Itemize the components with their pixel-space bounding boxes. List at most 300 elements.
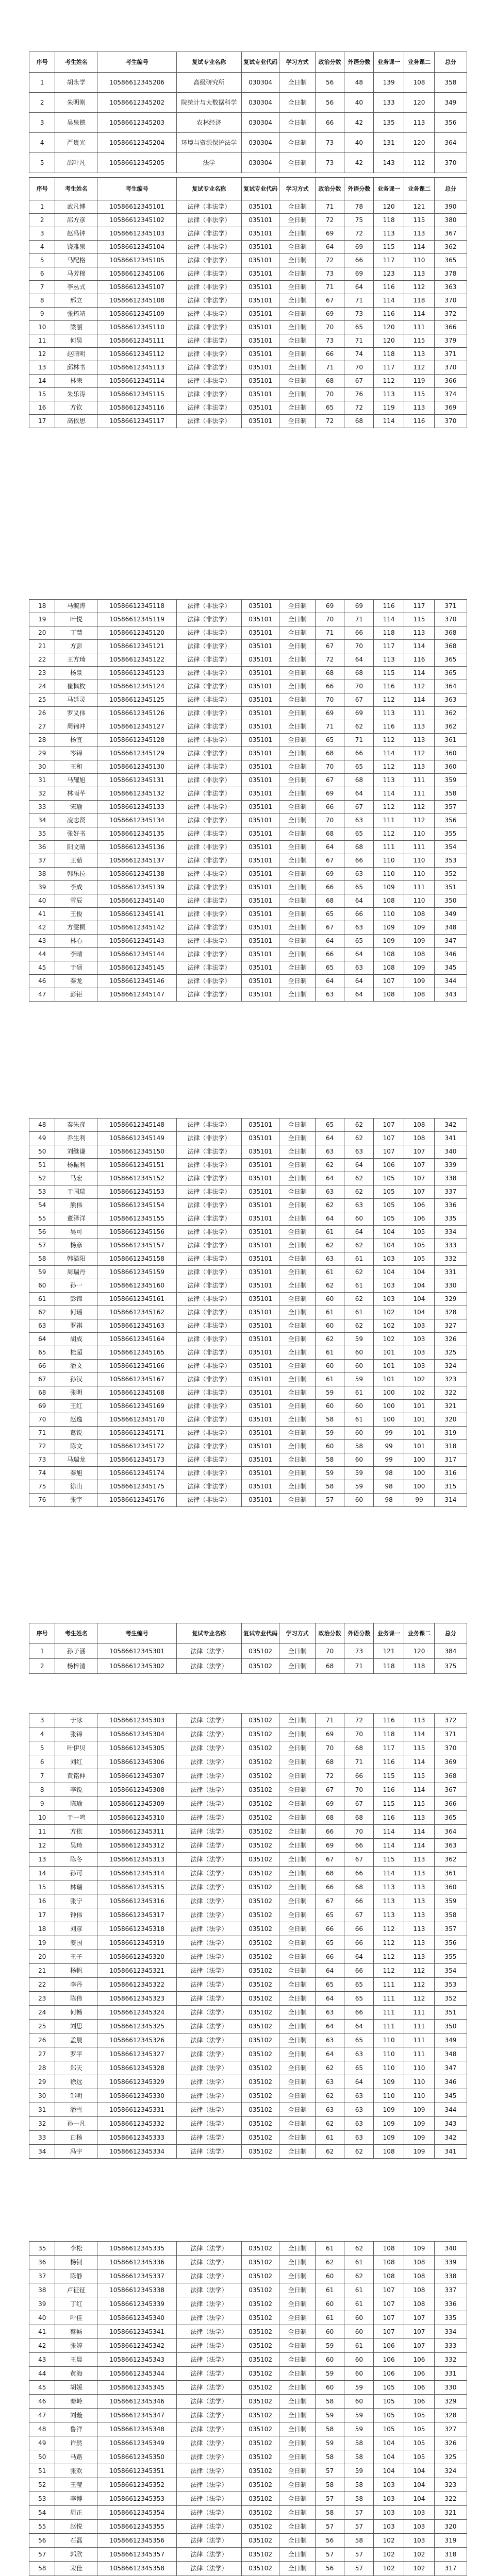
cell-english: 61 bbox=[344, 2339, 374, 2353]
cell-course-2: 111 bbox=[404, 841, 435, 854]
cell-exam-id: 10586612345147 bbox=[97, 988, 176, 1002]
cell-study-mode: 全日制 bbox=[279, 988, 315, 1002]
table-row bbox=[29, 73, 467, 93]
cell-course-2: 104 bbox=[404, 2492, 435, 2506]
cell-politics: 66 bbox=[315, 1825, 344, 1839]
cell-course-2: 101 bbox=[404, 1413, 435, 1427]
cell-course-1: 116 bbox=[374, 720, 404, 734]
cell-course-2: 109 bbox=[404, 2242, 435, 2256]
cell-major-code: 035101 bbox=[241, 734, 279, 747]
cell-politics: 71 bbox=[315, 281, 344, 294]
cell-course-1: 113 bbox=[374, 707, 404, 720]
cell-politics: 67 bbox=[315, 1894, 344, 1908]
cell-course-2: 115 bbox=[404, 1741, 435, 1755]
cell-total: 318 bbox=[434, 2548, 467, 2562]
cell-course-2: 105 bbox=[404, 2450, 435, 2464]
cell-major-code: 035102 bbox=[241, 1727, 279, 1741]
cell-major: 法律（非法学） bbox=[176, 227, 241, 241]
cell-major-code: 035102 bbox=[241, 2256, 279, 2269]
cell-total: 367 bbox=[434, 1783, 467, 1797]
cell-study-mode: 全日制 bbox=[279, 841, 315, 854]
cell-name: 张欢 bbox=[55, 2464, 97, 2478]
cell-study-mode: 全日制 bbox=[279, 693, 315, 707]
cell-total: 351 bbox=[434, 2006, 467, 2020]
cell-study-mode: 全日制 bbox=[279, 894, 315, 908]
cell-course-2: 117 bbox=[404, 600, 435, 613]
cell-exam-id: 10586612345340 bbox=[97, 2311, 176, 2325]
column-header-politics: 政治分数 bbox=[315, 1623, 344, 1644]
cell-total: 320 bbox=[434, 2520, 467, 2534]
cell-total: 316 bbox=[434, 1467, 467, 1480]
table-row bbox=[29, 294, 467, 308]
cell-major-code: 035101 bbox=[241, 1145, 279, 1159]
cell-name: 吴琦 bbox=[55, 1839, 97, 1853]
cell-exam-id: 10586612345317 bbox=[97, 1908, 176, 1922]
cell-index: 41 bbox=[29, 2325, 55, 2339]
cell-politics: 58 bbox=[315, 2395, 344, 2409]
cell-course-1: 100 bbox=[374, 1400, 404, 1413]
cell-name: 秦旭 bbox=[55, 1467, 97, 1480]
cell-course-1: 111 bbox=[374, 2006, 404, 2020]
cell-exam-id: 10586612345323 bbox=[97, 1992, 176, 2006]
cell-course-1: 118 bbox=[374, 626, 404, 640]
cell-study-mode: 全日制 bbox=[279, 1867, 315, 1880]
cell-course-1: 100 bbox=[374, 1413, 404, 1427]
cell-course-1: 111 bbox=[374, 1992, 404, 2006]
cell-index: 31 bbox=[29, 2103, 55, 2117]
cell-politics: 65 bbox=[315, 908, 344, 921]
cell-course-1: 116 bbox=[374, 1783, 404, 1797]
cell-politics: 72 bbox=[315, 653, 344, 667]
cell-name: 冯宇 bbox=[55, 2145, 97, 2159]
cell-major: 环境与资源保护法学 bbox=[176, 133, 241, 153]
cell-english: 66 bbox=[344, 908, 374, 921]
cell-exam-id: 10586612345175 bbox=[97, 1480, 176, 1494]
cell-course-2: 119 bbox=[404, 375, 435, 388]
cell-exam-id: 10586612345203 bbox=[97, 113, 176, 133]
cell-study-mode: 全日制 bbox=[279, 1252, 315, 1266]
cell-major-code: 035101 bbox=[241, 361, 279, 375]
cell-politics: 58 bbox=[315, 2506, 344, 2520]
cell-major-code: 035102 bbox=[241, 2534, 279, 2548]
cell-exam-id: 10586612345111 bbox=[97, 334, 176, 348]
cell-english: 60 bbox=[344, 1360, 374, 1373]
cell-index: 42 bbox=[29, 921, 55, 935]
cell-major-code: 035101 bbox=[241, 267, 279, 281]
cell-total: 327 bbox=[434, 2422, 467, 2436]
cell-index: 46 bbox=[29, 2395, 55, 2409]
cell-study-mode: 全日制 bbox=[279, 388, 315, 401]
cell-name: 丁红 bbox=[55, 2297, 97, 2311]
cell-exam-id: 10586612345112 bbox=[97, 348, 176, 361]
cell-course-1: 102 bbox=[374, 1306, 404, 1319]
cell-course-2: 113 bbox=[404, 401, 435, 415]
table-row bbox=[29, 787, 467, 801]
cell-total: 359 bbox=[434, 1894, 467, 1908]
cell-politics: 69 bbox=[315, 868, 344, 881]
cell-major-code: 035101 bbox=[241, 348, 279, 361]
cell-study-mode: 全日制 bbox=[279, 667, 315, 680]
cell-total: 361 bbox=[434, 734, 467, 747]
cell-english: 66 bbox=[344, 1894, 374, 1908]
cell-politics: 60 bbox=[315, 1440, 344, 1453]
cell-politics: 65 bbox=[315, 1908, 344, 1922]
cell-course-1: 105 bbox=[374, 2381, 404, 2395]
cell-name: 王子 bbox=[55, 1950, 97, 1964]
cell-exam-id: 10586612345153 bbox=[97, 1185, 176, 1199]
cell-major-code: 035101 bbox=[241, 707, 279, 720]
score-table bbox=[29, 1713, 467, 2159]
cell-major-code: 035102 bbox=[241, 2464, 279, 2478]
cell-course-1: 112 bbox=[374, 1936, 404, 1950]
table-row bbox=[29, 881, 467, 894]
cell-exam-id: 10586612345154 bbox=[97, 1199, 176, 1212]
cell-total: 362 bbox=[434, 720, 467, 734]
cell-index: 8 bbox=[29, 1783, 55, 1797]
cell-major-code: 035102 bbox=[241, 2047, 279, 2061]
cell-total: 365 bbox=[434, 254, 467, 267]
cell-exam-id: 10586612345206 bbox=[97, 73, 176, 93]
cell-name: 刘思 bbox=[55, 2020, 97, 2033]
cell-english: 60 bbox=[344, 2311, 374, 2325]
cell-course-2: 109 bbox=[404, 2103, 435, 2117]
cell-name: 陈静 bbox=[55, 2269, 97, 2283]
cell-major-code: 035101 bbox=[241, 254, 279, 267]
cell-study-mode: 全日制 bbox=[279, 2395, 315, 2409]
cell-study-mode: 全日制 bbox=[279, 1480, 315, 1494]
table-row bbox=[29, 1252, 467, 1266]
cell-course-2: 113 bbox=[404, 720, 435, 734]
cell-course-2: 100 bbox=[404, 1453, 435, 1467]
cell-exam-id: 10586612345121 bbox=[97, 640, 176, 653]
cell-exam-id: 10586612345350 bbox=[97, 2450, 176, 2464]
cell-study-mode: 全日制 bbox=[279, 2061, 315, 2075]
cell-politics: 70 bbox=[315, 760, 344, 774]
cell-course-1: 115 bbox=[374, 1769, 404, 1783]
cell-major: 法学 bbox=[176, 153, 241, 173]
cell-index: 13 bbox=[29, 1853, 55, 1867]
cell-total: 342 bbox=[434, 1118, 467, 1132]
cell-name: 于硕 bbox=[55, 961, 97, 975]
cell-major: 法律（非法学） bbox=[176, 321, 241, 334]
table-row bbox=[29, 2395, 467, 2409]
cell-major-code: 035101 bbox=[241, 868, 279, 881]
table-row bbox=[29, 2478, 467, 2492]
cell-major: 法律（法学） bbox=[176, 1978, 241, 1992]
cell-course-2: 113 bbox=[404, 348, 435, 361]
cell-major: 法律（非法学） bbox=[176, 1172, 241, 1185]
column-header-exam-id: 考生编号 bbox=[97, 52, 176, 73]
cell-course-1: 120 bbox=[374, 200, 404, 214]
cell-major: 法律（法学） bbox=[176, 1644, 241, 1659]
cell-politics: 71 bbox=[315, 626, 344, 640]
cell-english: 42 bbox=[344, 153, 374, 173]
cell-course-2: 113 bbox=[404, 626, 435, 640]
cell-course-2: 114 bbox=[404, 1755, 435, 1769]
cell-course-2: 116 bbox=[404, 653, 435, 667]
column-header-english: 外语分数 bbox=[344, 52, 374, 73]
cell-major-code: 035102 bbox=[241, 2311, 279, 2325]
cell-course-1: 113 bbox=[374, 1894, 404, 1908]
cell-major: 法律（法学） bbox=[176, 2450, 241, 2464]
cell-name: 蔡畅 bbox=[55, 2325, 97, 2339]
cell-study-mode: 全日制 bbox=[279, 401, 315, 415]
table-header-row bbox=[29, 178, 467, 200]
cell-english: 72 bbox=[344, 1714, 374, 1727]
cell-course-2: 114 bbox=[404, 1727, 435, 1741]
table-row bbox=[29, 2409, 467, 2422]
cell-name: 岑锦 bbox=[55, 747, 97, 760]
table-row bbox=[29, 854, 467, 868]
cell-index: 28 bbox=[29, 734, 55, 747]
cell-exam-id: 10586612345104 bbox=[97, 241, 176, 254]
cell-total: 331 bbox=[434, 1266, 467, 1279]
cell-english: 64 bbox=[344, 1226, 374, 1239]
cell-total: 371 bbox=[434, 348, 467, 361]
cell-politics: 67 bbox=[315, 774, 344, 787]
cell-index: 34 bbox=[29, 814, 55, 827]
table-row bbox=[29, 921, 467, 935]
column-header-index: 序号 bbox=[29, 1623, 55, 1644]
cell-major-code: 035101 bbox=[241, 1494, 279, 1507]
cell-study-mode: 全日制 bbox=[279, 308, 315, 321]
cell-exam-id: 10586612345137 bbox=[97, 854, 176, 868]
cell-exam-id: 10586612345311 bbox=[97, 1825, 176, 1839]
cell-course-1: 110 bbox=[374, 2033, 404, 2047]
cell-exam-id: 10586612345202 bbox=[97, 93, 176, 113]
cell-study-mode: 全日制 bbox=[279, 1880, 315, 1894]
cell-study-mode: 全日制 bbox=[279, 787, 315, 801]
cell-major-code: 035102 bbox=[241, 2548, 279, 2562]
cell-name: 董泽洋 bbox=[55, 1212, 97, 1226]
cell-exam-id: 10586612345155 bbox=[97, 1212, 176, 1226]
cell-major-code: 035101 bbox=[241, 1346, 279, 1360]
cell-english: 70 bbox=[344, 640, 374, 653]
cell-politics: 59 bbox=[315, 2409, 344, 2422]
table-row bbox=[29, 1494, 467, 1507]
cell-politics: 64 bbox=[315, 1964, 344, 1978]
cell-major-code: 035101 bbox=[241, 640, 279, 653]
cell-major: 法律（非法学） bbox=[176, 1400, 241, 1413]
cell-course-2: 107 bbox=[404, 1172, 435, 1185]
cell-course-2: 105 bbox=[404, 1239, 435, 1252]
cell-course-1: 104 bbox=[374, 1266, 404, 1279]
cell-english: 62 bbox=[344, 1132, 374, 1145]
cell-major-code: 035102 bbox=[241, 2325, 279, 2339]
cell-major-code: 035101 bbox=[241, 935, 279, 948]
cell-politics: 64 bbox=[315, 1132, 344, 1145]
cell-politics: 72 bbox=[315, 214, 344, 227]
cell-name: 梁丽 bbox=[55, 321, 97, 334]
cell-english: 64 bbox=[344, 2020, 374, 2033]
cell-english: 71 bbox=[344, 1755, 374, 1769]
cell-english: 59 bbox=[344, 1467, 374, 1480]
cell-major-code: 035101 bbox=[241, 401, 279, 415]
cell-major-code: 035101 bbox=[241, 881, 279, 894]
cell-course-1: 110 bbox=[374, 908, 404, 921]
cell-english: 66 bbox=[344, 1769, 374, 1783]
cell-name: 马芳棉 bbox=[55, 267, 97, 281]
cell-major: 法律（非法学） bbox=[176, 1279, 241, 1293]
table-row bbox=[29, 935, 467, 948]
cell-politics: 67 bbox=[315, 294, 344, 308]
cell-name: 何昊 bbox=[55, 334, 97, 348]
cell-course-2: 113 bbox=[404, 227, 435, 241]
cell-politics: 69 bbox=[315, 1797, 344, 1811]
cell-study-mode: 全日制 bbox=[279, 1226, 315, 1239]
cell-course-2: 120 bbox=[404, 1644, 435, 1659]
cell-major: 法律（非法学） bbox=[176, 720, 241, 734]
cell-study-mode: 全日制 bbox=[279, 1494, 315, 1507]
table-row bbox=[29, 267, 467, 281]
cell-course-2: 112 bbox=[404, 281, 435, 294]
cell-index: 23 bbox=[29, 667, 55, 680]
cell-english: 70 bbox=[344, 680, 374, 693]
cell-major-code: 035102 bbox=[241, 1880, 279, 1894]
cell-name: 赵悦 bbox=[55, 2520, 97, 2534]
cell-english: 60 bbox=[344, 2395, 374, 2409]
cell-total: 351 bbox=[434, 881, 467, 894]
cell-exam-id: 10586612345170 bbox=[97, 1413, 176, 1427]
cell-major: 法律（法学） bbox=[176, 2103, 241, 2117]
cell-major: 法律（法学） bbox=[176, 1894, 241, 1908]
cell-name: 刘璇 bbox=[55, 2409, 97, 2422]
cell-politics: 64 bbox=[315, 1992, 344, 2006]
cell-english: 62 bbox=[344, 1118, 374, 1132]
cell-major-code: 035102 bbox=[241, 1853, 279, 1867]
cell-name: 吴泉德 bbox=[55, 113, 97, 133]
cell-major: 法律（法学） bbox=[176, 1950, 241, 1964]
cell-course-1: 119 bbox=[374, 401, 404, 415]
cell-course-1: 112 bbox=[374, 1950, 404, 1964]
cell-name: 徐远 bbox=[55, 2075, 97, 2089]
cell-politics: 64 bbox=[315, 841, 344, 854]
column-header-course-2: 业务课二 bbox=[404, 178, 435, 200]
cell-course-2: 104 bbox=[404, 2478, 435, 2492]
cell-index: 33 bbox=[29, 801, 55, 814]
cell-course-2: 109 bbox=[404, 2131, 435, 2145]
cell-total: 322 bbox=[434, 1386, 467, 1400]
cell-exam-id: 10586612345144 bbox=[97, 948, 176, 961]
cell-major-code: 035102 bbox=[241, 1769, 279, 1783]
cell-course-1: 107 bbox=[374, 1132, 404, 1145]
cell-major-code: 035102 bbox=[241, 2103, 279, 2117]
cell-name: 秦龙 bbox=[55, 975, 97, 988]
cell-study-mode: 全日制 bbox=[279, 640, 315, 653]
cell-total: 329 bbox=[434, 2395, 467, 2409]
table-row bbox=[29, 2367, 467, 2381]
cell-politics: 58 bbox=[315, 1413, 344, 1427]
cell-study-mode: 全日制 bbox=[279, 1386, 315, 1400]
cell-politics: 57 bbox=[315, 2548, 344, 2562]
cell-index: 48 bbox=[29, 1118, 55, 1132]
cell-english: 59 bbox=[344, 2464, 374, 2478]
table-row bbox=[29, 1467, 467, 1480]
cell-major: 法律（非法学） bbox=[176, 1159, 241, 1172]
cell-total: 378 bbox=[434, 267, 467, 281]
cell-total: 374 bbox=[434, 388, 467, 401]
cell-english: 65 bbox=[344, 881, 374, 894]
cell-exam-id: 10586612345349 bbox=[97, 2436, 176, 2450]
cell-course-1: 115 bbox=[374, 667, 404, 680]
cell-major-code: 035101 bbox=[241, 1319, 279, 1333]
cell-english: 48 bbox=[344, 73, 374, 93]
cell-index: 57 bbox=[29, 1239, 55, 1252]
cell-study-mode: 全日制 bbox=[279, 254, 315, 267]
cell-course-2: 104 bbox=[404, 2464, 435, 2478]
cell-name: 邹明 bbox=[55, 2089, 97, 2103]
cell-total: 372 bbox=[434, 1714, 467, 1727]
cell-course-2: 113 bbox=[404, 113, 435, 133]
table-row bbox=[29, 401, 467, 415]
cell-major-code: 035101 bbox=[241, 841, 279, 854]
cell-course-2: 100 bbox=[404, 1467, 435, 1480]
cell-study-mode: 全日制 bbox=[279, 321, 315, 334]
cell-name: 马耀旭 bbox=[55, 774, 97, 787]
cell-politics: 62 bbox=[315, 2145, 344, 2159]
cell-total: 337 bbox=[434, 1185, 467, 1199]
cell-major-code: 035101 bbox=[241, 1386, 279, 1400]
cell-name: 吴可 bbox=[55, 1226, 97, 1239]
cell-major: 法律（非法学） bbox=[176, 1199, 241, 1212]
cell-politics: 72 bbox=[315, 254, 344, 267]
cell-course-1: 103 bbox=[374, 1279, 404, 1293]
cell-english: 58 bbox=[344, 2534, 374, 2548]
cell-major: 法律（法学） bbox=[176, 2020, 241, 2033]
cell-course-2: 113 bbox=[404, 1894, 435, 1908]
cell-index: 1 bbox=[29, 200, 55, 214]
cell-study-mode: 全日制 bbox=[279, 2047, 315, 2061]
cell-index: 27 bbox=[29, 720, 55, 734]
cell-index: 38 bbox=[29, 2283, 55, 2297]
cell-total: 367 bbox=[434, 227, 467, 241]
cell-name: 秦朱彦 bbox=[55, 1118, 97, 1132]
table-row bbox=[29, 2033, 467, 2047]
cell-major: 法律（非法学） bbox=[176, 348, 241, 361]
cell-course-2: 108 bbox=[404, 908, 435, 921]
cell-english: 70 bbox=[344, 1825, 374, 1839]
cell-course-1: 103 bbox=[374, 2520, 404, 2534]
cell-study-mode: 全日制 bbox=[279, 1727, 315, 1741]
cell-major: 法律（非法学） bbox=[176, 613, 241, 626]
cell-total: 384 bbox=[434, 1644, 467, 1659]
column-header-total: 总分 bbox=[434, 178, 467, 200]
cell-major-code: 035101 bbox=[241, 281, 279, 294]
cell-major-code: 035101 bbox=[241, 1480, 279, 1494]
cell-course-1: 114 bbox=[374, 1867, 404, 1880]
cell-english: 66 bbox=[344, 1964, 374, 1978]
cell-index: 54 bbox=[29, 2506, 55, 2520]
cell-major-code: 035101 bbox=[241, 1185, 279, 1199]
cell-exam-id: 10586612345101 bbox=[97, 200, 176, 214]
cell-major: 法律（法学） bbox=[176, 2061, 241, 2075]
cell-name: 杨振利 bbox=[55, 1159, 97, 1172]
cell-english: 58 bbox=[344, 2492, 374, 2506]
cell-english: 59 bbox=[344, 2381, 374, 2395]
cell-name: 孙一 bbox=[55, 1279, 97, 1293]
cell-course-2: 103 bbox=[404, 2534, 435, 2548]
cell-exam-id: 10586612345332 bbox=[97, 2117, 176, 2131]
cell-major: 法律（非法学） bbox=[176, 375, 241, 388]
cell-index: 44 bbox=[29, 948, 55, 961]
cell-major-code: 035102 bbox=[241, 2269, 279, 2283]
column-header-english: 外语分数 bbox=[344, 178, 374, 200]
cell-course-2: 113 bbox=[404, 1922, 435, 1936]
cell-index: 33 bbox=[29, 2131, 55, 2145]
cell-major: 高级研究所 bbox=[176, 73, 241, 93]
cell-exam-id: 10586612345120 bbox=[97, 626, 176, 640]
cell-index: 51 bbox=[29, 2464, 55, 2478]
